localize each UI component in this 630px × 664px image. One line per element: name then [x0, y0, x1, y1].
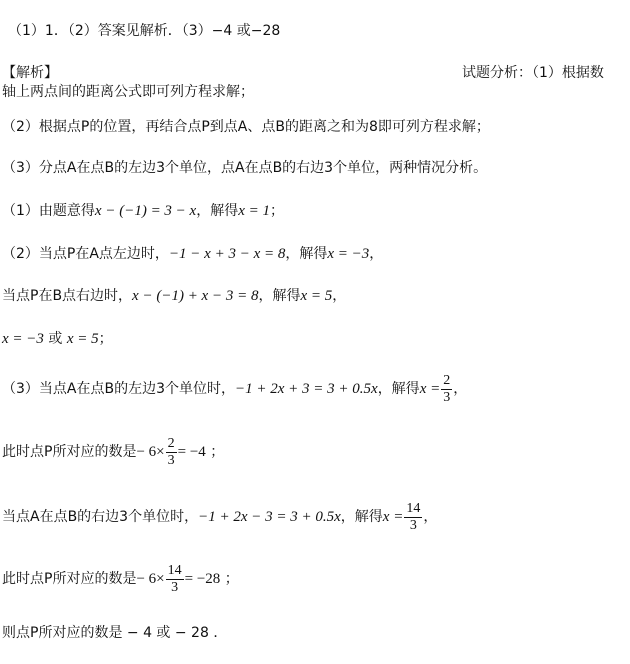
answer-line: （1）1．（2）答案见解析．（3）−4 或−28: [8, 23, 281, 39]
step6-end: ；: [210, 444, 225, 460]
step2-result: x = −3: [327, 246, 370, 262]
step7-fraction: [404, 501, 422, 534]
step8-denominator: 3: [171, 579, 179, 595]
solution-step-8: [2, 561, 239, 597]
step8-fraction: [166, 563, 184, 596]
step4-end: ；: [98, 331, 113, 347]
step3-prefix: 当点P在B点右边时，: [2, 288, 133, 304]
step5-equation: −1 + 2x + 3 = 3 + 0.5x: [235, 381, 378, 397]
step8-result: = −28: [184, 571, 221, 587]
solution-step-7: [2, 499, 437, 535]
analysis-tag: 【解析】: [2, 65, 58, 81]
step7-x: x =: [382, 509, 404, 525]
step2-end: ，: [369, 246, 384, 262]
step1-end: ；: [270, 203, 284, 219]
step4-value-a: x = −3: [2, 331, 44, 347]
step4-or: 或: [48, 331, 63, 347]
step8-numerator: 14: [167, 562, 182, 578]
step6-denominator: 3: [167, 452, 175, 468]
step6-result: = −4: [177, 444, 206, 460]
solution-step-6: [2, 434, 224, 470]
step5-prefix: （3）当点A在点B的左边3个单位时，: [2, 381, 235, 397]
step6-lead: − 6×: [136, 444, 165, 460]
step5-denominator: 3: [443, 389, 451, 405]
solution-step-1: [2, 201, 284, 221]
step3-result: x = 5: [300, 288, 333, 304]
step7-denominator: 3: [409, 517, 417, 533]
step5-numerator: 2: [443, 372, 451, 388]
step7-prefix: 当点A在点B的右边3个单位时，: [2, 509, 199, 525]
step6-fraction: [166, 436, 177, 469]
step5-fraction: [441, 373, 452, 406]
solution-step-2: [2, 244, 383, 264]
step8-end: ；: [224, 571, 239, 587]
analysis-line-2: 轴上两点间的距离公式即可列方程求解；: [2, 84, 254, 100]
step6-prefix: 此时点P所对应的数是: [2, 444, 137, 460]
step1-prefix: （1）由题意得: [2, 203, 95, 219]
analysis-line-3: （2）根据点P的位置，再结合点P到点A、点B的距离之和为8即可列方程求解；: [2, 119, 490, 135]
step3-mid: ，解得: [258, 288, 301, 304]
step7-equation: −1 + 2x − 3 = 3 + 0.5x: [198, 509, 341, 525]
step5-x: x =: [419, 381, 441, 397]
conclusion: 则点P所对应的数是 − 4 或 − 28 ．: [2, 625, 228, 641]
step7-end: ，: [423, 509, 438, 525]
step8-lead: − 6×: [136, 571, 165, 587]
step7-numerator: 14: [406, 500, 421, 516]
step8-prefix: 此时点P所对应的数是: [2, 571, 137, 587]
solution-step-3: [2, 286, 346, 306]
step1-result: x = 1: [238, 203, 270, 219]
step3-equation: x − (−1) + x − 3 = 8: [132, 288, 259, 304]
step3-end: ，: [332, 288, 347, 304]
step4-value-b: x = 5: [66, 331, 99, 347]
step2-prefix: （2）当点P在A点左边时，: [2, 246, 169, 262]
step7-mid: ，解得: [340, 509, 383, 525]
step1-mid: ，解得: [196, 203, 239, 219]
analysis-line-4: （3）分点A在点B的左边3个单位，点A在点B的右边3个单位，两种情况分析。: [2, 160, 488, 176]
step1-equation: x − (−1) = 3 − x: [94, 203, 197, 219]
solution-step-4: [2, 329, 113, 349]
step5-end: ，: [453, 381, 468, 397]
step2-mid: ，解得: [285, 246, 328, 262]
solution-step-5: [2, 371, 467, 407]
step2-equation: −1 − x + 3 − x = 8: [168, 246, 286, 262]
analysis-header-right: 试题分析：（1）根据数: [462, 65, 604, 81]
step5-mid: ，解得: [377, 381, 420, 397]
step6-numerator: 2: [167, 435, 175, 451]
